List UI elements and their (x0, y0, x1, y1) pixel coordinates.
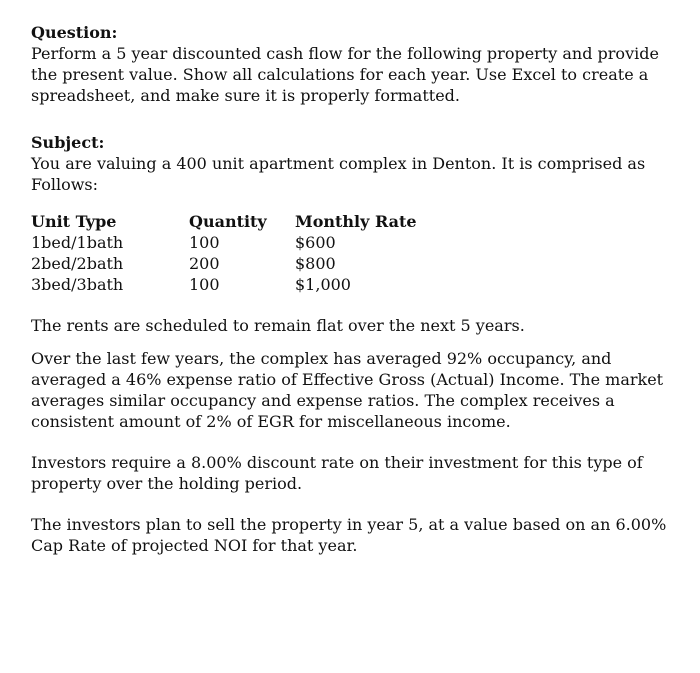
quantity-header: Quantity (189, 212, 267, 231)
unit-table-header-row (31, 211, 455, 232)
unit-type-cell: 2bed/2bath (31, 254, 124, 273)
quantity-cell: 200 (189, 254, 220, 273)
quantity-cell: 100 (189, 275, 220, 294)
question-text: Perform a 5 year discounted cash flow for the following property and provide the present value. Show all calculations for each year. Use Excel to create a spreadsheet, and make sure it is properly formatted. (31, 44, 659, 105)
quantity-cell: 100 (189, 233, 220, 252)
table-row (31, 232, 455, 253)
unit-type-header: Unit Type (31, 212, 117, 231)
table-row (31, 253, 455, 274)
monthly-rate-cell: $800 (295, 254, 336, 273)
rents-paragraph: The rents are scheduled to remain flat over the next 5 years. (31, 316, 525, 335)
subject-label: Subject: (31, 133, 105, 152)
subject-text: You are valuing a 400 unit apartment complex in Denton. It is comprised as Follows: (31, 154, 646, 194)
discount-rate-paragraph: Investors require a 8.00% discount rate on their investment for this type of property over the holding period. (31, 453, 643, 493)
monthly-rate-header: Monthly Rate (295, 212, 417, 231)
monthly-rate-cell: $600 (295, 233, 336, 252)
sale-paragraph: The investors plan to sell the property in year 5, at a value based on an 6.00% Cap Rate of projected NOI for that year. (31, 515, 667, 555)
subject-section (31, 132, 681, 195)
question-label: Question: (31, 23, 118, 42)
table-row (31, 274, 455, 295)
document-page (31, 22, 681, 556)
monthly-rate-cell: $1,000 (295, 275, 351, 294)
unit-type-cell: 1bed/1bath (31, 233, 124, 252)
unit-table (31, 211, 455, 295)
question-section (31, 22, 681, 106)
unit-type-cell: 3bed/3bath (31, 275, 124, 294)
occupancy-paragraph: Over the last few years, the complex has averaged 92% occupancy, and averaged a 46% expense ratio of Effective Gross (Actual) Income. The market averages similar occupancy and expense ratios. The complex receives a consistent amount of 2% of EGR for miscellaneous income. (31, 349, 664, 431)
